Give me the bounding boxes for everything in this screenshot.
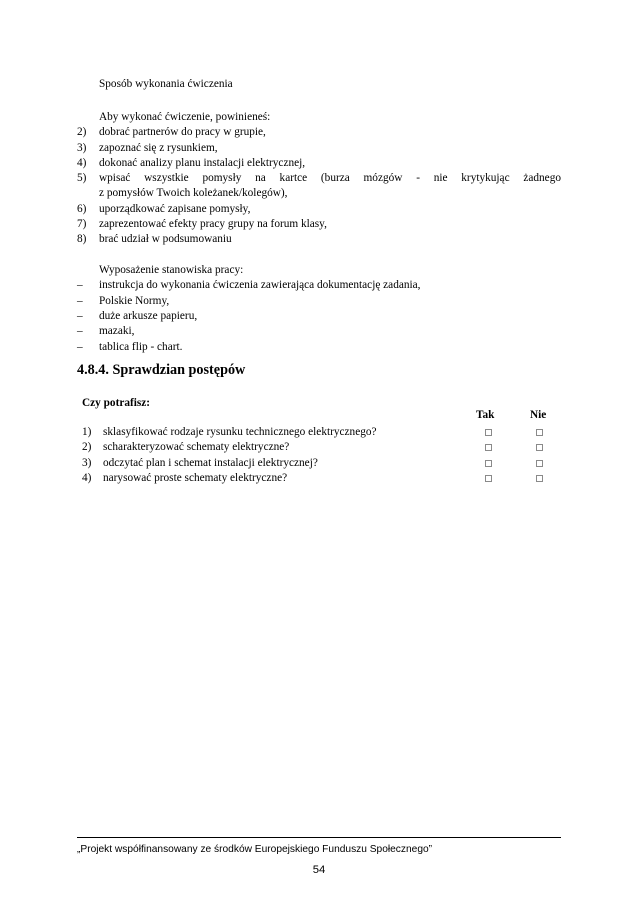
step-number: 2): [77, 126, 87, 138]
column-header-no: Nie: [530, 409, 547, 421]
step-text: brać udział w podsumowaniu: [99, 233, 232, 245]
equipment-item: Polskie Normy,: [99, 295, 170, 307]
equipment-item: instrukcja do wykonania ćwiczenia zawierająca dokumentację zadania,: [99, 279, 421, 291]
step-number: 7): [77, 218, 87, 230]
step-text: dobrać partnerów do pracy w grupie,: [99, 126, 266, 138]
checkbox-yes[interactable]: [485, 429, 492, 436]
step-number: 8): [77, 233, 87, 245]
section-heading: 4.8.4. Sprawdzian postępów: [77, 362, 246, 378]
footer-text: „Projekt współfinansowany ze środków Europejskiego Funduszu Społecznego”: [77, 844, 433, 855]
step-number: 6): [77, 203, 87, 215]
question-text: narysować proste schematy elektryczne?: [103, 472, 288, 484]
equipment-title: Wyposażenie stanowiska pracy:: [99, 264, 244, 276]
question-text: scharakteryzować schematy elektryczne?: [103, 441, 290, 453]
footer-divider: [77, 837, 561, 838]
equipment-item: duże arkusze papieru,: [99, 310, 198, 322]
bullet-dash: –: [77, 325, 83, 337]
bullet-dash: –: [77, 310, 83, 322]
checkbox-yes[interactable]: [485, 475, 492, 482]
step-text: uporządkować zapisane pomysły,: [99, 203, 251, 215]
questionnaire-title: Czy potrafisz:: [82, 397, 151, 409]
page-number: 54: [312, 864, 326, 876]
checkbox-yes[interactable]: [485, 460, 492, 467]
question-text: sklasyfikować rodzaje rysunku technicznego elektrycznego?: [103, 426, 377, 438]
checkbox-yes[interactable]: [485, 444, 492, 451]
step-text: wpisać wszystkie pomysły na kartce (burza mózgów - nie krytykując żadnego: [99, 172, 561, 184]
step-text: zapoznać się z rysunkiem,: [99, 142, 218, 154]
step-number: 5): [77, 172, 87, 184]
step-text-continuation: z pomysłów Twoich koleżanek/kolegów),: [99, 187, 288, 199]
checkbox-no[interactable]: [536, 429, 543, 436]
column-header-yes: Tak: [476, 409, 495, 421]
question-number: 3): [82, 457, 92, 469]
question-number: 1): [82, 426, 92, 438]
exercise-method-title: Sposób wykonania ćwiczenia: [99, 78, 233, 90]
equipment-item: tablica flip - chart.: [99, 341, 183, 353]
bullet-dash: –: [77, 341, 83, 353]
checkbox-no[interactable]: [536, 475, 543, 482]
step-text: dokonać analizy planu instalacji elektrycznej,: [99, 157, 306, 169]
step-number: 3): [77, 142, 87, 154]
equipment-item: mazaki,: [99, 325, 135, 337]
step-text: zaprezentować efekty pracy grupy na forum klasy,: [99, 218, 327, 230]
question-number: 2): [82, 441, 92, 453]
question-number: 4): [82, 472, 92, 484]
exercise-intro: Aby wykonać ćwiczenie, powinieneś:: [99, 111, 271, 123]
bullet-dash: –: [77, 279, 83, 291]
checkbox-no[interactable]: [536, 460, 543, 467]
question-text: odczytać plan i schemat instalacji elektrycznej?: [103, 457, 318, 469]
bullet-dash: –: [77, 295, 83, 307]
step-number: 4): [77, 157, 87, 169]
checkbox-no[interactable]: [536, 444, 543, 451]
